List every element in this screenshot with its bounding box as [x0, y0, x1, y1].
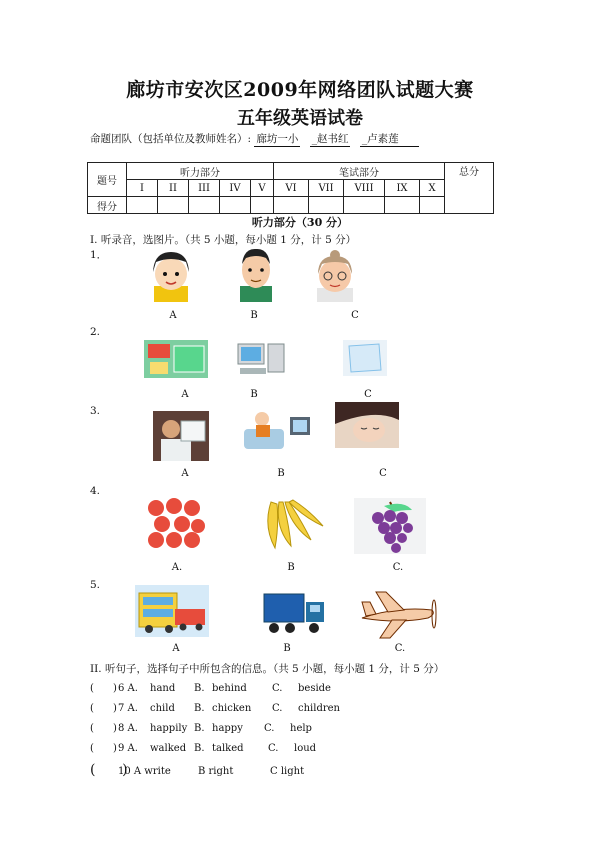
airplane-image [358, 588, 438, 640]
col-numeral: VI [274, 180, 309, 197]
question-number: 9 A. [118, 743, 138, 754]
question-number: 6 A. [118, 683, 138, 694]
choice-row[interactable] [90, 723, 312, 734]
option-label: B [250, 310, 258, 321]
option-label: C [379, 468, 387, 479]
sleeping-woman-image [335, 402, 399, 448]
option-label: A [181, 389, 189, 400]
option-c: help [290, 723, 312, 734]
col-numeral: V [251, 180, 274, 197]
col-numeral: II [158, 180, 189, 197]
team-label: 命题团队（包括单位及教师姓名）: [90, 133, 252, 145]
truck-image [262, 586, 328, 638]
stamps-image [144, 340, 208, 378]
question-number-header: 题号 [88, 163, 127, 197]
option-label: A [181, 468, 189, 479]
col-numeral: VIII [344, 180, 385, 197]
option-b-label: B. [194, 703, 205, 714]
total-header: 总分 [445, 163, 494, 214]
option-b: behind [212, 683, 247, 694]
score-cell[interactable] [385, 197, 420, 214]
option-b-label: B. [194, 683, 205, 694]
question-number: 8 A. [118, 723, 138, 734]
option-b-label: B right [198, 766, 234, 777]
computer-image [236, 342, 288, 376]
exam-subtitle: 五年级英语试卷 [237, 108, 363, 129]
option-c-label: C. [272, 683, 283, 694]
question-number: 4. [90, 485, 101, 497]
option-a: walked [150, 743, 187, 754]
strawberries-image [144, 496, 208, 550]
listening-heading: 听力部分（30 分） [251, 216, 349, 229]
choice-row[interactable] [90, 703, 340, 714]
option-label: A. [171, 562, 183, 573]
question-number: 3. [90, 405, 101, 417]
exam-title: 廊坊市安次区2009年网络团队试题大赛 [126, 79, 474, 101]
option-label: B [277, 468, 285, 479]
option-label: A [169, 310, 177, 321]
part2-instruction: II. 听句子，选择句子中所包含的信息。（共 5 小题，每小题 1 分，计 5 分） [90, 663, 445, 675]
choice-row[interactable] [90, 683, 331, 694]
option-b: chicken [212, 703, 252, 714]
option-label: B [287, 562, 295, 573]
option-a: child [150, 703, 175, 714]
grapes-image [354, 498, 426, 554]
option-label: B [283, 643, 291, 654]
bananas-image [261, 496, 327, 552]
option-c-label: C. [272, 703, 283, 714]
teacher-2: _卢素莲 [360, 131, 419, 147]
grandma-cartoon-image [312, 248, 358, 302]
paper-image [343, 340, 387, 376]
man-reading-image [153, 411, 209, 461]
team-unit: 廊坊一小 [256, 133, 299, 145]
answer-bracket-open[interactable]: ( ) [90, 683, 117, 694]
score-cell[interactable] [158, 197, 189, 214]
question-number: 5. [90, 579, 101, 591]
option-c-label: C. [264, 723, 275, 734]
choice-row[interactable] [90, 762, 304, 778]
option-label: C. [392, 562, 404, 573]
score-cell[interactable] [344, 197, 385, 214]
option-c: loud [294, 743, 317, 754]
part1-instruction: I. 听录音，选图片。（共 5 小题，每小题 1 分，计 5 分） [90, 234, 357, 246]
col-numeral: VII [309, 180, 344, 197]
question-number: 7 A. [118, 703, 138, 714]
teacher-1: _赵书红 [311, 133, 349, 145]
col-numeral: X [420, 180, 445, 197]
writing-header: 笔试部分 [274, 163, 445, 180]
question-number: 2. [90, 326, 101, 338]
girl-cartoon-image [148, 248, 194, 302]
score-cell[interactable] [251, 197, 274, 214]
option-c-label: C. [268, 743, 279, 754]
option-label: A [172, 643, 180, 654]
question-number: 10 A write [118, 766, 171, 777]
score-table [87, 162, 494, 214]
question-number: 1． [90, 249, 108, 261]
score-cell[interactable] [309, 197, 344, 214]
answer-bracket-open[interactable]: ( ) [90, 723, 117, 734]
option-c: children [298, 703, 340, 714]
option-b-label: B. [194, 723, 205, 734]
col-numeral: IX [385, 180, 420, 197]
score-cell[interactable] [420, 197, 445, 214]
col-numeral: IV [220, 180, 251, 197]
option-c: beside [298, 683, 331, 694]
choice-row[interactable] [90, 743, 316, 754]
option-b: happy [212, 723, 243, 734]
watching-tv-image [242, 405, 312, 453]
answer-bracket-open[interactable]: ( ) [90, 762, 128, 778]
option-a: hand [150, 683, 176, 694]
option-c-label: C light [270, 766, 305, 777]
man-cartoon-image [236, 246, 276, 302]
score-cell[interactable] [189, 197, 220, 214]
option-label: C. [394, 643, 406, 654]
score-cell[interactable] [127, 197, 158, 214]
answer-bracket-open[interactable]: ( ) [90, 743, 117, 754]
team-line [90, 131, 425, 147]
option-label: C [364, 389, 372, 400]
option-a: happily [150, 723, 188, 734]
score-cell[interactable] [220, 197, 251, 214]
listening-header: 听力部分 [127, 163, 274, 180]
option-b: talked [212, 743, 244, 754]
option-label: C [351, 310, 359, 321]
answer-bracket-open[interactable]: ( ) [90, 703, 117, 714]
score-cell[interactable] [274, 197, 309, 214]
option-label: B [250, 389, 258, 400]
option-b-label: B. [194, 743, 205, 754]
col-numeral: I [127, 180, 158, 197]
bus-and-car-image [135, 585, 209, 637]
col-numeral: III [189, 180, 220, 197]
score-row-label: 得分 [88, 197, 127, 214]
